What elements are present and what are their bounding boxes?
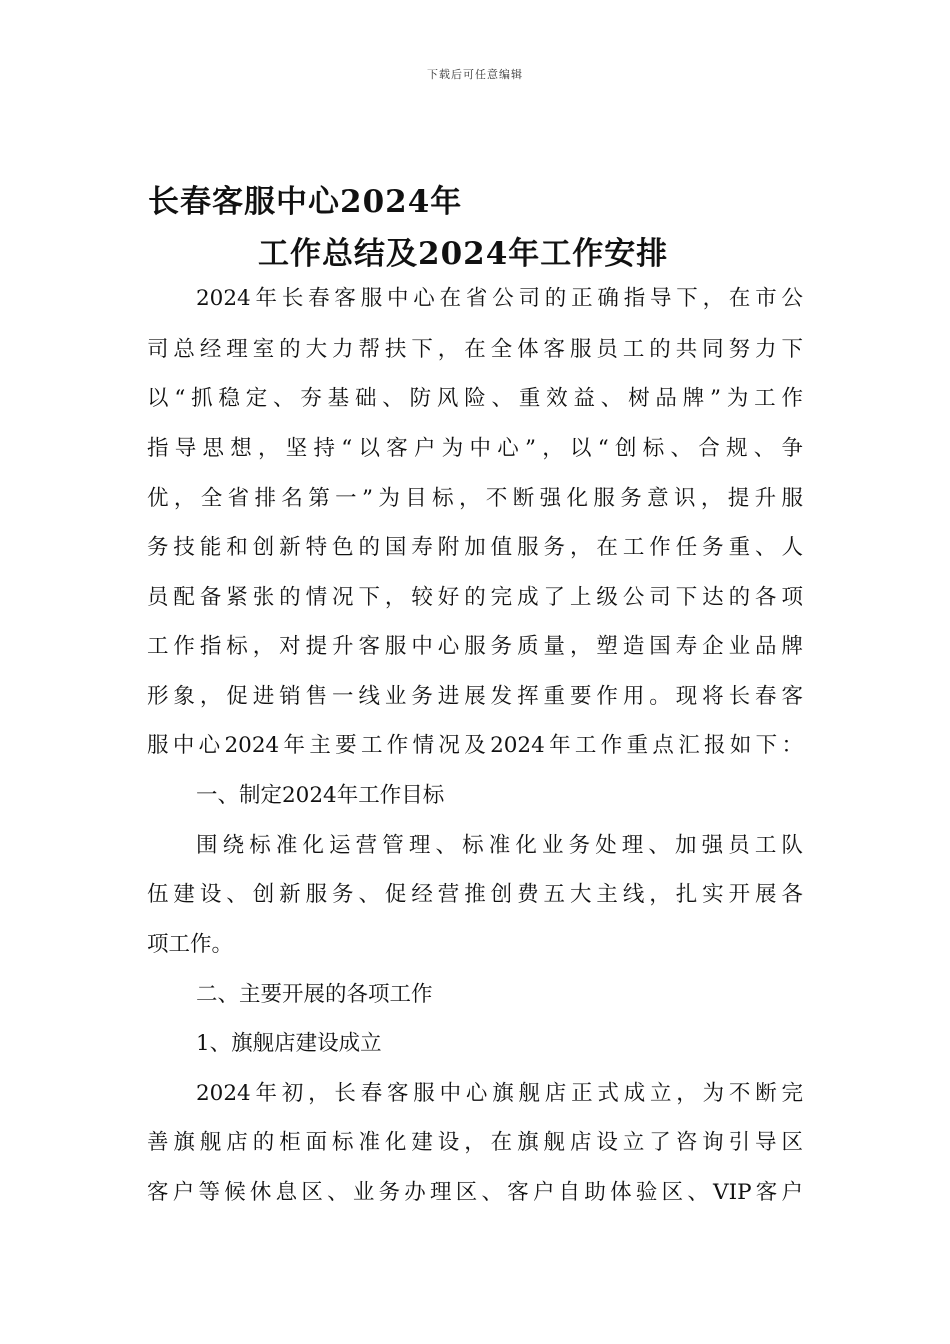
body-line: 项工作。 bbox=[147, 932, 234, 957]
body-line: 围绕标准化运营管理、标准化业务处理、加强员工队 bbox=[196, 833, 803, 858]
body-line: 2024年初，长春客服中心旗舰店正式成立，为不断完 bbox=[196, 1081, 803, 1106]
body-line: 工作指标，对提升客服中心服务质量，塑造国寿企业品牌 bbox=[147, 634, 803, 659]
body-line: 形象，促进销售一线业务进展发挥重要作用。现将长春客 bbox=[147, 684, 803, 709]
body-line: 员配备紧张的情况下，较好的完成了上级公司下达的各项 bbox=[147, 585, 803, 610]
section-heading: 二、主要开展的各项工作 bbox=[196, 982, 433, 1007]
section-heading: 一、制定2024年工作目标 bbox=[196, 783, 445, 808]
body-line: 客户等候休息区、业务办理区、客户自助体验区、VIP客户 bbox=[147, 1180, 803, 1205]
subsection-heading: 1、旗舰店建设成立 bbox=[196, 1031, 382, 1056]
body-line: 指导思想，坚持“以客户为中心”，以“创标、合规、争 bbox=[147, 436, 803, 461]
body-line: 司总经理室的大力帮扶下，在全体客服员工的共同努力下 bbox=[147, 337, 803, 362]
body-line: 优，全省排名第一”为目标，不断强化服务意识，提升服 bbox=[147, 486, 803, 511]
document-title-line-2: 工作总结及2024年工作安排 bbox=[258, 236, 669, 272]
body-line: 伍建设、创新服务、促经营推创费五大主线，扎实开展各 bbox=[147, 882, 803, 907]
page-header-note: 下载后可任意编辑 bbox=[427, 68, 523, 81]
body-line: 服中心2024年主要工作情况及2024年工作重点汇报如下： bbox=[147, 733, 803, 758]
body-line: 以“抓稳定、夯基础、防风险、重效益、树品牌”为工作 bbox=[147, 386, 803, 411]
body-line: 务技能和创新特色的国寿附加值服务，在工作任务重、人 bbox=[147, 535, 803, 560]
document-title-line-1: 长春客服中心2024年 bbox=[148, 184, 463, 220]
body-line: 2024年长春客服中心在省公司的正确指导下，在市公 bbox=[196, 286, 803, 311]
body-line: 善旗舰店的柜面标准化建设，在旗舰店设立了咨询引导区 bbox=[147, 1130, 803, 1155]
